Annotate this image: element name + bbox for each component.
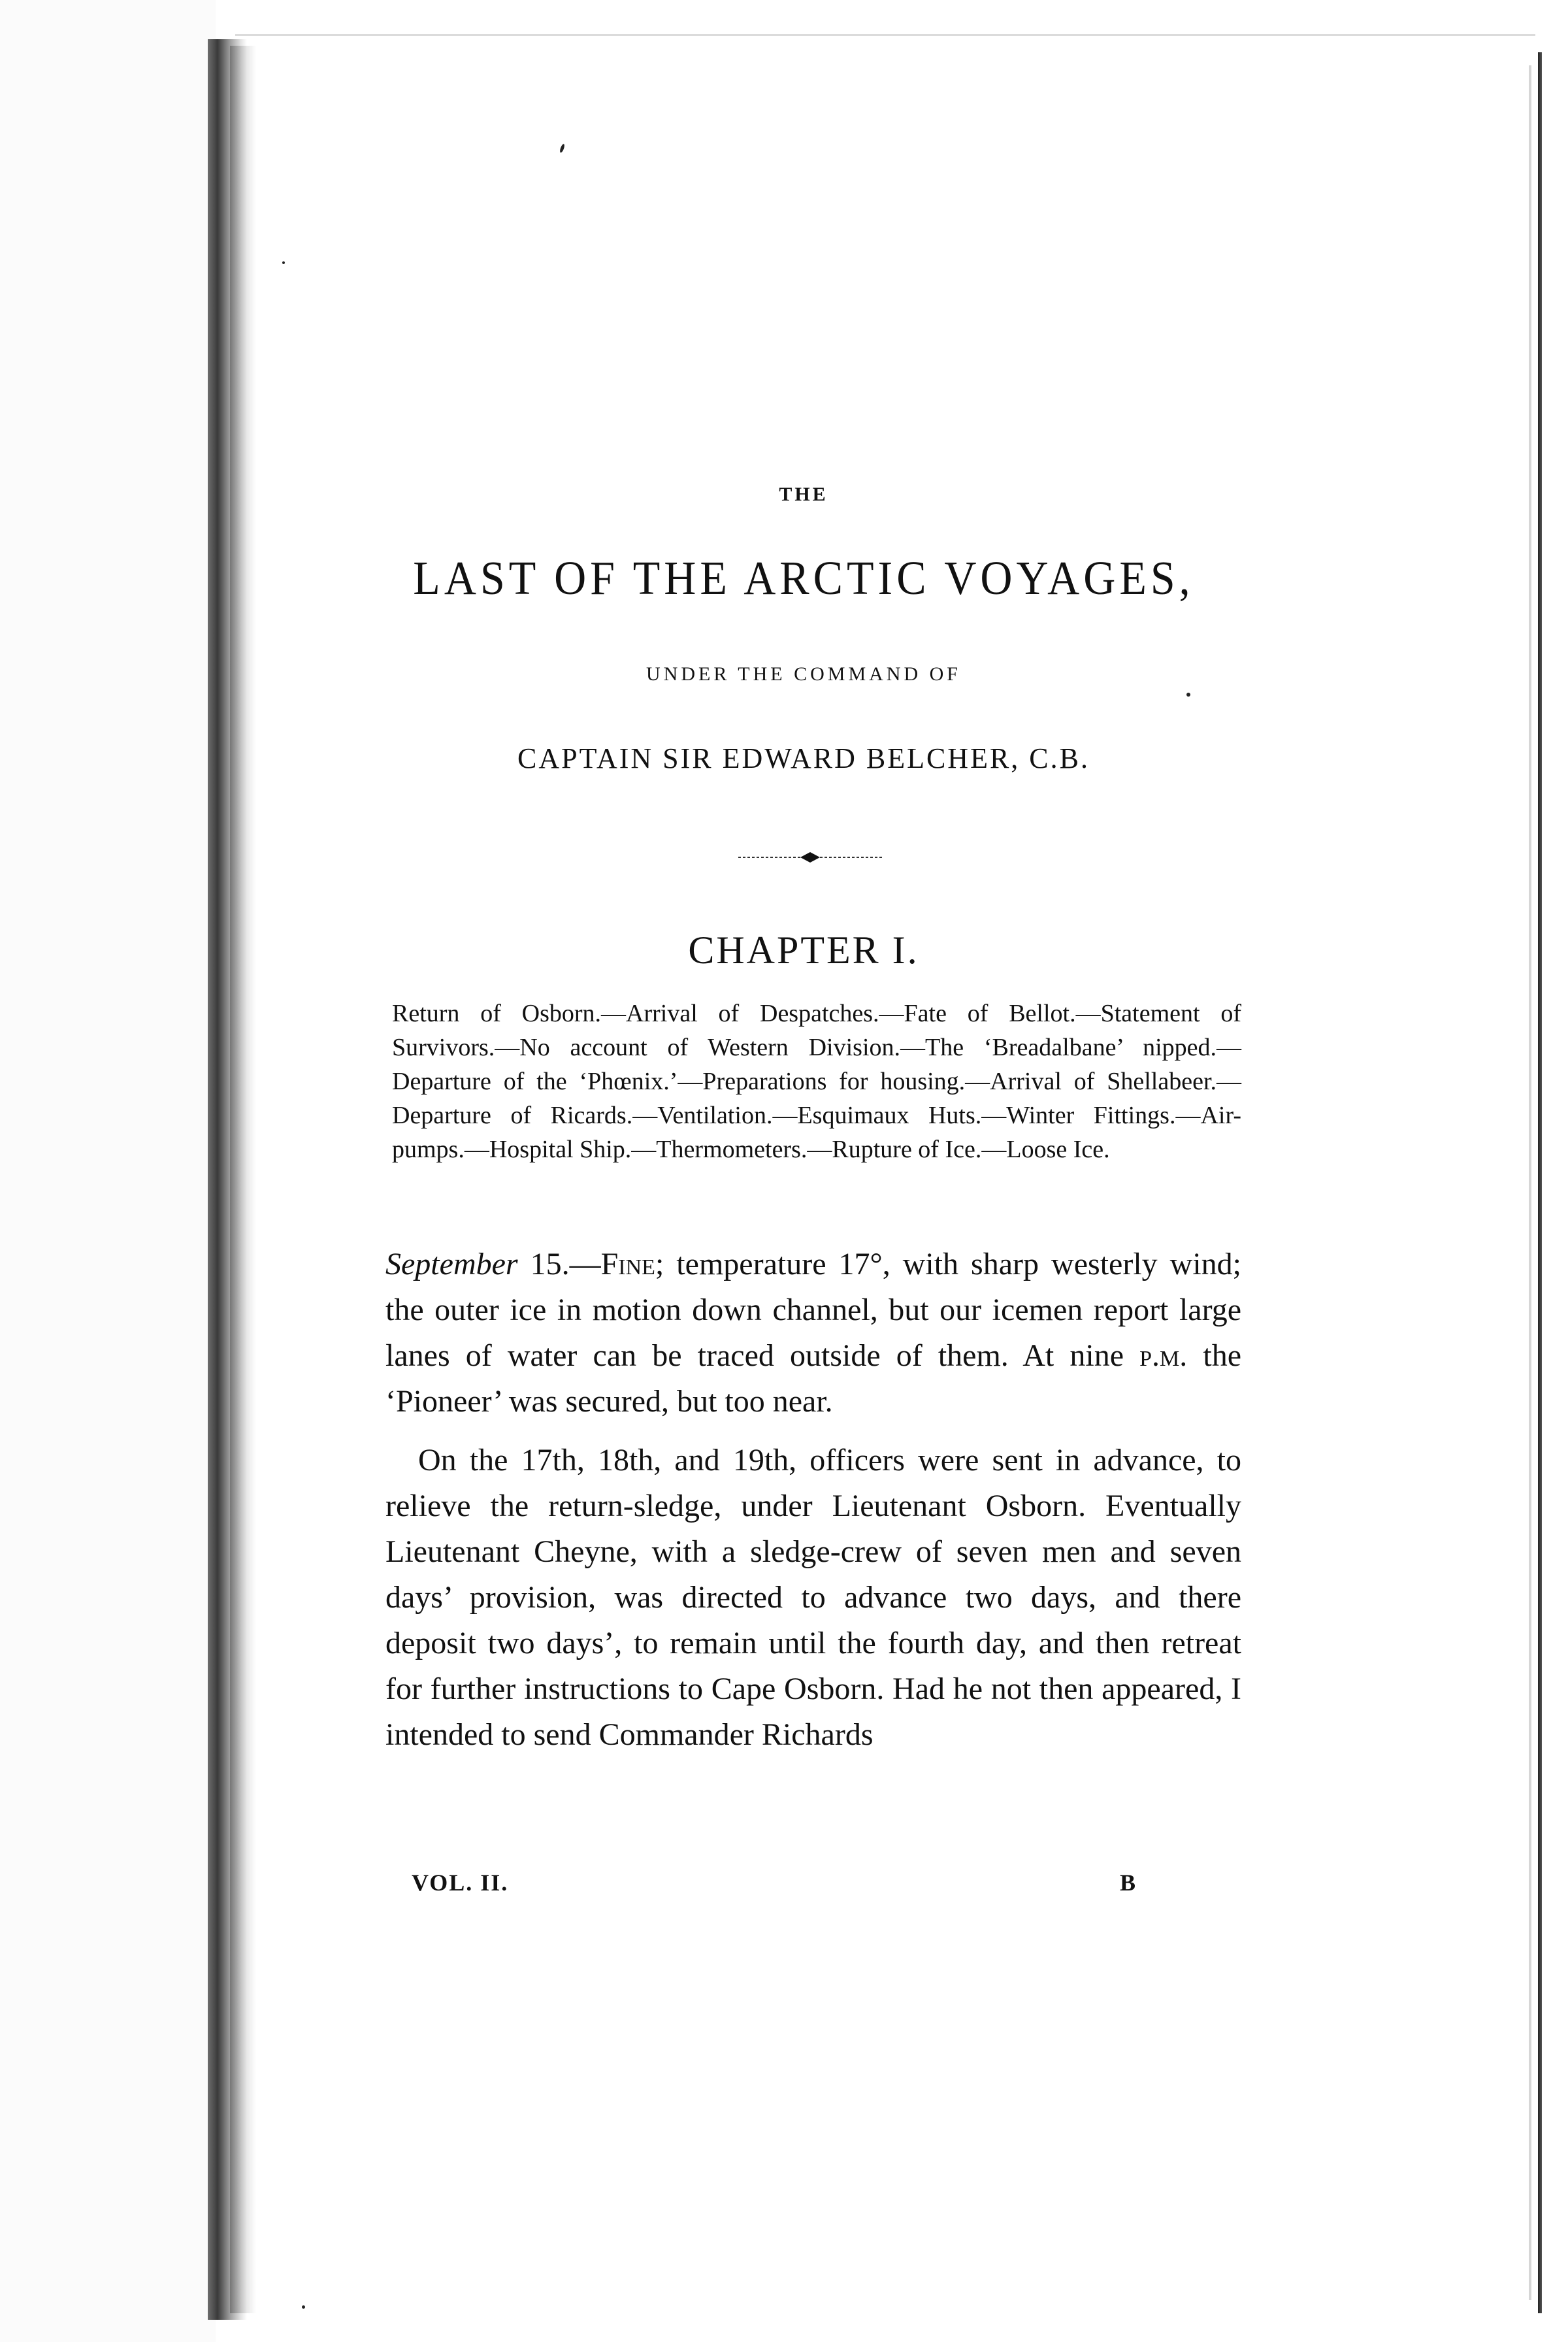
book-page (366, 0, 1241, 2342)
title-subline: UNDER THE COMMAND OF (646, 663, 961, 685)
page-footer (412, 1869, 1137, 1896)
date: September (385, 1247, 518, 1281)
weather-word: Fine (600, 1247, 655, 1281)
chapter-heading: CHAPTER I. (688, 929, 919, 972)
paragraph-text: the ‘Pioneer’ was secured, but too near. (385, 1338, 1241, 1419)
body-text (385, 1242, 1241, 1758)
paragraph (385, 1242, 1241, 1425)
chapter-summary: Return of Osborn.—Arrival of Despatches.—Fate of Bellot.—Statement of Survivors.—No account of Western Division.—The ‘Breadalbane’ nipped.—Departure of the ‘Phœnix.’—Preparations for housing.—Arrival of Shellabeer.—Departure of Ricards.—Ventilation.—Esquimaux Huts.—Winter Fittings.—Air-pumps.—Hospital Ship.—Thermometers.—Rupture of Ice.—Loose Ice. (392, 1000, 1241, 1163)
date-day: 15.— (530, 1247, 601, 1281)
paragraph-text: ; temperature 17°, with sharp westerly wind; the outer ice in motion down channel, but our icemen report large lanes of water can be traced outside of them. At nine (385, 1247, 1241, 1373)
page-right-edge (1538, 52, 1542, 2313)
paragraph: On the 17th, 18th, and 19th, officers were sent in advance, to relieve the return-sledge, under Lieutenant Osborn. Eventually Lieutenant Cheyne, with a sledge-crew of seven men and seven days’ provision, was directed to advance two days, and there deposit two days’, to remain until the fourth day, and then retreat for further instructions to Cape Osborn. Had he not then appeared, I intended to send Commander Richards (385, 1443, 1241, 1752)
time-marker: p.m. (1139, 1338, 1188, 1373)
title-article: THE (779, 484, 828, 505)
gutter-shade (230, 46, 256, 2313)
page-edge-shade (1529, 65, 1531, 2300)
ink-speck (282, 261, 285, 264)
facing-page (0, 0, 216, 2342)
book-title: LAST OF THE ARCTIC VOYAGES, (413, 550, 1194, 604)
ink-speck (302, 2305, 305, 2309)
volume-label: VOL. II. (412, 1870, 509, 1896)
ornament-divider (738, 849, 882, 865)
author-line: CAPTAIN SIR EDWARD BELCHER, C.B. (517, 742, 1090, 774)
signature-mark: B (1119, 1870, 1137, 1896)
